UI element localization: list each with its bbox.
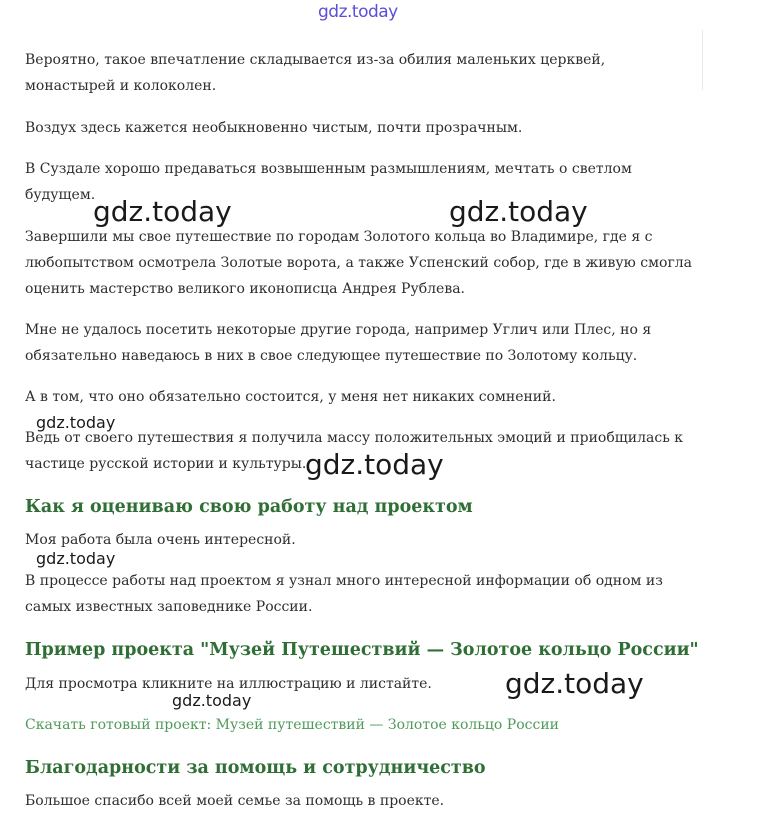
paragraph-thanks: Большое спасибо всей моей семье за помощь в проекте. bbox=[25, 793, 445, 809]
heading-thanks: Благодарности за помощь и сотрудничество bbox=[25, 758, 486, 778]
edge-divider bbox=[702, 30, 703, 90]
watermark-text: gdz.today bbox=[172, 691, 252, 710]
heading-example-project: Пример проекта "Музей Путешествий — Золотое кольцо России" bbox=[25, 640, 699, 660]
watermark-text: gdz.today bbox=[505, 667, 644, 700]
download-project-link[interactable]: Скачать готовый проект: Музей путешествий — Золотое кольцо России bbox=[25, 717, 559, 733]
paragraph-suzdal: В Суздале хорошо предаваться возвышенным размышлениям, мечтать о светлом будущем. bbox=[25, 161, 632, 203]
paragraph-impression: Вероятно, такое впечатление складывается из-за обилия маленьких церквей, монастырей и колоколен. bbox=[25, 52, 606, 94]
paragraph-air: Воздух здесь кажется необыкновенно чистым, почти прозрачным. bbox=[25, 120, 523, 136]
paragraph-vladimir: Завершили мы свое путешествие по городам Золотого кольца во Владимире, где я с любопытством осмотрела Золотые ворота, а также Успенский собор, где в живую смогла оценить мастерство великого иконописца Андрея Рублева. bbox=[25, 229, 693, 297]
watermark-text: gdz.today bbox=[36, 413, 116, 432]
paragraph-instruction: Для просмотра кликните на иллюстрацию и листайте. bbox=[25, 676, 432, 692]
watermark-text: gdz.today bbox=[449, 195, 588, 228]
watermark-text: gdz.today bbox=[36, 549, 116, 568]
paragraph-other-cities: Мне не удалось посетить некоторые другие города, например Углич или Плес, но я обязательно наведаюсь в них в свое следующее путешествие по Золотому кольцу. bbox=[25, 322, 652, 364]
paragraph-work-interesting: Моя работа была очень интересной. bbox=[25, 532, 296, 548]
header-watermark: gdz.today bbox=[318, 2, 398, 22]
heading-evaluation: Как я оцениваю свою работу над проектом bbox=[25, 497, 473, 517]
watermark-text: gdz.today bbox=[93, 195, 232, 228]
watermark-text: gdz.today bbox=[690, 812, 769, 831]
watermark-text: gdz.today bbox=[305, 448, 444, 481]
paragraph-emotions: Ведь от своего путешествия я получила массу положительных эмоций и приобщилась к частице русской истории и культуры. bbox=[25, 430, 684, 472]
paragraph-no-doubts: А в том, что оно обязательно состоится, у меня нет никаких сомнений. bbox=[25, 389, 556, 405]
paragraph-learned: В процессе работы над проектом я узнал много интересной информации об одном из самых известных заповеднике России. bbox=[25, 573, 663, 615]
